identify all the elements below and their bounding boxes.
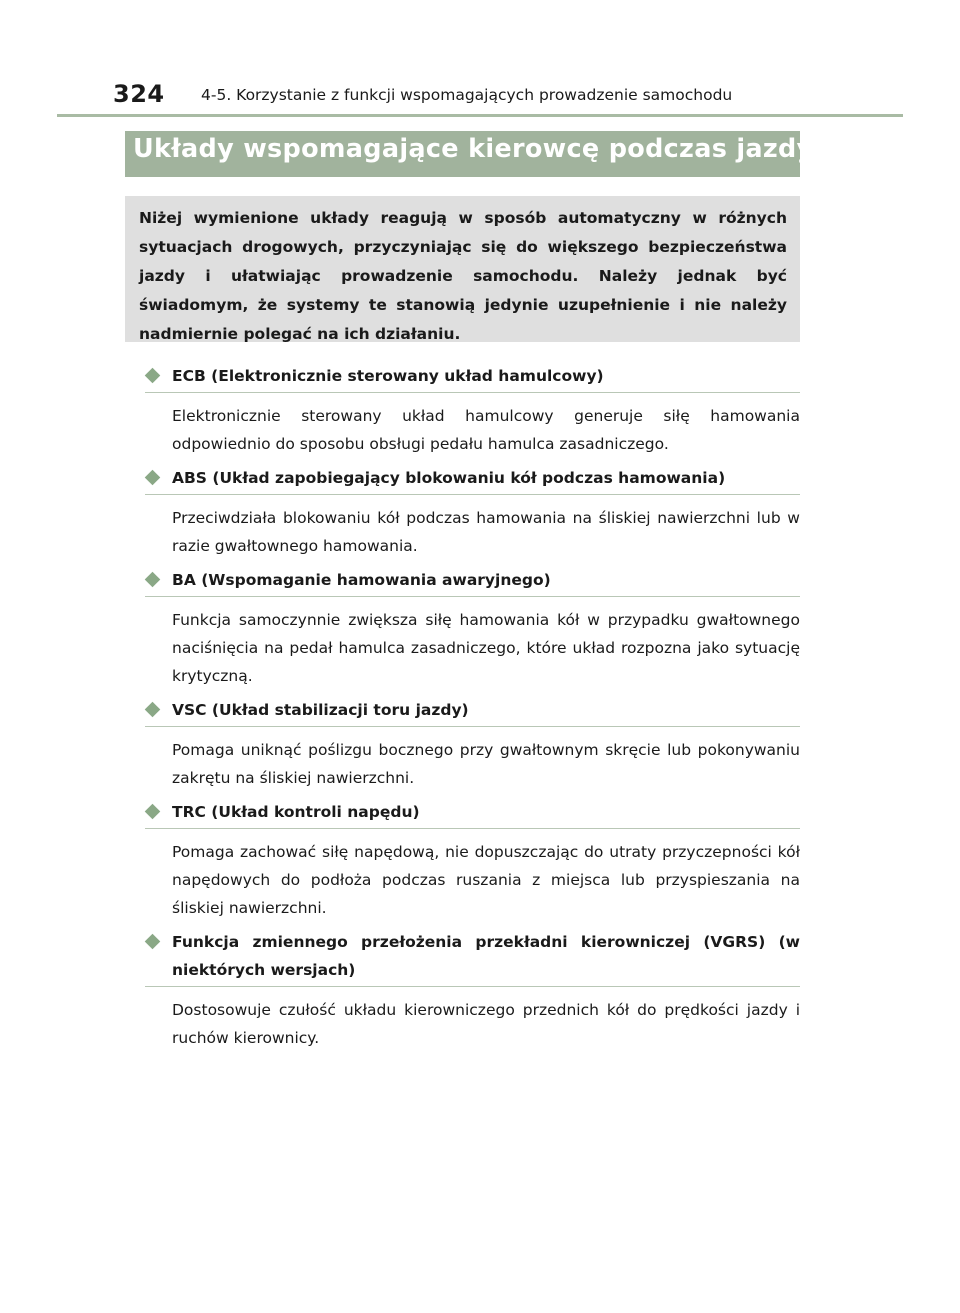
section-title: Układy wspomagające kierowcę podczas jazdy xyxy=(133,134,814,164)
header-divider xyxy=(57,114,903,117)
list-item xyxy=(145,798,800,922)
list-item xyxy=(145,464,800,560)
item-heading-row xyxy=(145,464,800,495)
item-description: Pomaga uniknąć poślizgu bocznego przy gwałtownym skręcie lub pokonywaniu zakrętu na śliskiej nawierzchni. xyxy=(172,741,800,787)
diamond-bullet-icon xyxy=(145,572,161,588)
diamond-bullet-icon xyxy=(145,934,161,950)
item-description: Dostosowuje czułość układu kierowniczego przednich kół do prędkości jazdy i ruchów kierownicy. xyxy=(172,1001,800,1047)
diamond-bullet-icon xyxy=(145,702,161,718)
list-item xyxy=(145,362,800,458)
list-item xyxy=(145,928,800,1052)
item-heading: Funkcja zmiennego przełożenia przekładni kierowniczej (VGRS) (w niektórych wersjach) xyxy=(172,933,800,979)
item-heading-row xyxy=(145,566,800,597)
section-title-bar xyxy=(125,131,814,177)
list-item xyxy=(145,566,800,690)
item-heading: BA (Wspomaganie hamowania awaryjnego) xyxy=(172,571,551,589)
item-heading: VSC (Układ stabilizacji toru jazdy) xyxy=(172,701,469,719)
item-heading: ECB (Elektronicznie sterowany układ hamulcowy) xyxy=(172,367,604,385)
item-heading: ABS (Układ zapobiegający blokowaniu kół podczas hamowania) xyxy=(172,469,726,487)
item-heading-row xyxy=(145,928,800,987)
diamond-bullet-icon xyxy=(145,804,161,820)
item-heading-row xyxy=(145,798,800,829)
list-item xyxy=(145,696,800,792)
intro-text: Niżej wymienione układy reagują w sposób automatyczny w różnych sytuacjach drogowych, przyczyniając się do większego bezpieczeństwa jazdy i ułatwiając prowadzenie samochodu. Należy jednak być świadomym, że systemy te stanowią jedynie uzupełnienie i nie należy nadmiernie polegać na ich działaniu. xyxy=(139,209,787,343)
item-description: Przeciwdziała blokowaniu kół podczas hamowania na śliskiej nawierzchni lub w razie gwałtownego hamowania. xyxy=(172,509,800,555)
item-heading: TRC (Układ kontroli napędu) xyxy=(172,803,420,821)
item-description: Pomaga zachować siłę napędową, nie dopuszczając do utraty przyczepności kół napędowych do podłoża podczas ruszania z miejsca lub przyspieszania na śliskiej nawierzchni. xyxy=(172,843,800,917)
item-heading-row xyxy=(145,696,800,727)
item-description: Funkcja samoczynnie zwiększa siłę hamowania kół w przypadku gwałtownego naciśnięcia na pedał hamulca zasadniczego, które układ rozpozna jako sytuację krytyczną. xyxy=(172,611,800,685)
page-header xyxy=(113,80,903,114)
item-description: Elektronicznie sterowany układ hamulcowy generuje siłę hamowania odpowiednio do sposobu obsługi pedału hamulca zasadniczego. xyxy=(172,407,800,453)
diamond-bullet-icon xyxy=(145,368,161,384)
intro-box xyxy=(125,196,800,342)
item-heading-row xyxy=(145,362,800,393)
section-reference: 4-5. Korzystanie z funkcji wspomagających prowadzenie samochodu xyxy=(201,86,733,104)
diamond-bullet-icon xyxy=(145,470,161,486)
items-list xyxy=(145,362,800,1058)
page-number: 324 xyxy=(113,80,165,108)
